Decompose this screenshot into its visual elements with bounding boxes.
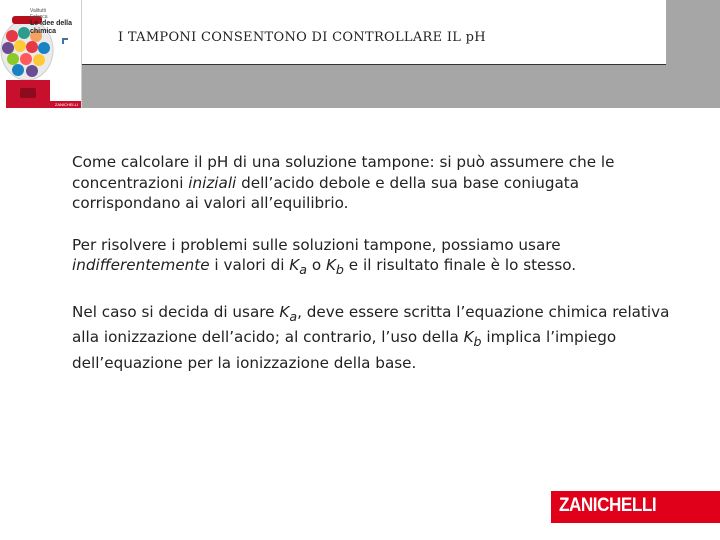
ka-symbol: $K_a$ [279,302,298,324]
zanichelli-logo [551,491,720,523]
book-cover-image [0,0,82,108]
ka-symbol: $K_a$ [289,256,307,278]
cover-book-title: Le idee della chimica [30,20,73,35]
brand-text: ZANICHELLI [559,495,657,516]
emphasis-text: indifferentemente [72,256,210,274]
emphasis-text: iniziali [188,173,237,192]
header-rule [0,64,666,65]
cover-publisher-strip: ZANICHELLI [48,101,81,108]
paragraph-ka-kb: Per risolvere i problemi sulle soluzioni tampone, possiamo usare indifferentemente i valori di $K_a$ o $K_b$ e il risultato finale è lo stesso. [72,235,577,278]
cover-author: Falasca [30,14,48,20]
main-content [72,152,672,394]
kb-symbol: $K_b$ [463,328,482,350]
kb-symbol: $K_b$ [325,256,344,278]
page-title: I TAMPONI CONSENTONO DI CONTROLLARE IL pH [118,30,486,45]
paragraph-buffer-ph: Come calcolare il pH di una soluzione tampone: si può assumere che le concentrazioni iniziali dell’acido debole e della sua base coniugata corrispondano ai valori all’equilibrio. [72,153,615,212]
publisher-logo-icon [60,36,70,46]
cover-author: Valitutti [30,8,47,14]
book-cover-title [30,8,78,36]
paragraph-equation-choice: Nel caso si decida di usare $K_a$, deve essere scritta l’equazione chimica relativa alla ionizzazione dell’acido; al contrario, l’uso della $K_b$ implica l’impiego dell’equazione per la ionizzazione della base. [72,302,670,372]
